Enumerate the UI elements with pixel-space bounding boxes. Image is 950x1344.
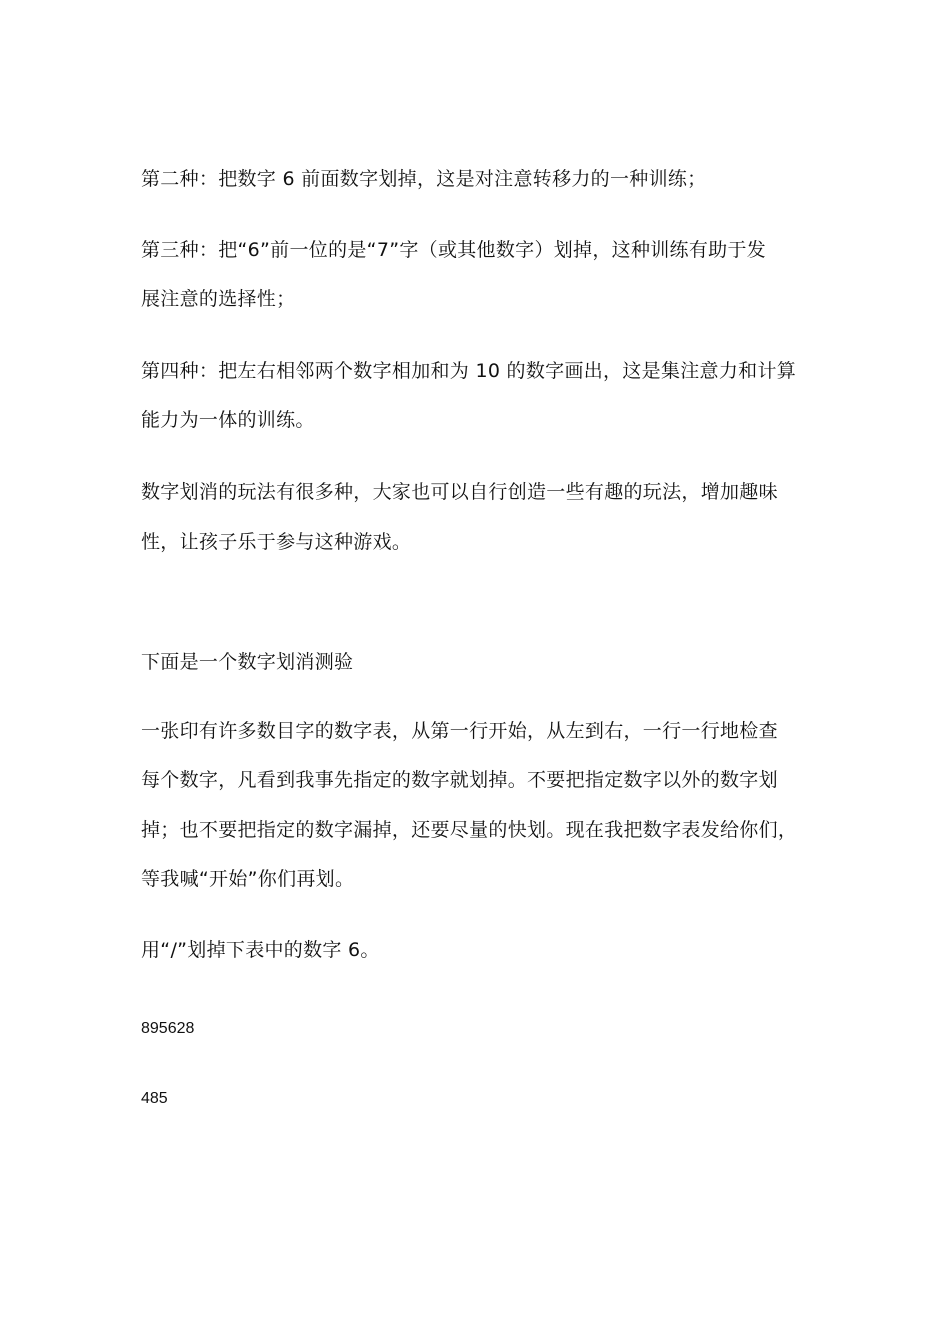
paragraph-method-two: 第二种：把数字 6 前面数字划掉，这是对注意转移力的一种训练；	[141, 168, 707, 190]
paragraph-method-four-line-2: 能力为一体的训练。	[141, 409, 315, 431]
instructions-line-2: 每个数字，凡看到我事先指定的数字就划掉。不要把指定数字以外的数字划	[141, 769, 778, 791]
paragraph-method-three-line-1: 第三种：把“6”前一位的是“7”字（或其他数字）划掉，这种训练有助于发	[141, 239, 767, 261]
number-row-1: 895628	[141, 1020, 195, 1037]
number-row-2: 485	[141, 1090, 168, 1107]
instructions-line-1: 一张印有许多数目字的数字表，从第一行开始，从左到右，一行一行地检查	[141, 720, 778, 742]
paragraph-summary-line-2: 性，让孩子乐于参与这种游戏。	[141, 531, 412, 553]
task-instruction: 用“/”划掉下表中的数字 6。	[141, 939, 380, 961]
instructions-line-4: 等我喊“开始”你们再划。	[141, 868, 355, 890]
test-heading: 下面是一个数字划消测验	[141, 651, 354, 673]
instructions-line-3: 掉；也不要把指定的数字漏掉，还要尽量的快划。现在我把数字表发给你们，	[141, 819, 798, 841]
paragraph-summary-line-1: 数字划消的玩法有很多种，大家也可以自行创造一些有趣的玩法，增加趣味	[141, 481, 778, 503]
paragraph-method-three-line-2: 展注意的选择性；	[141, 288, 296, 310]
paragraph-method-four-line-1: 第四种：把左右相邻两个数字相加和为 10 的数字画出，这是集注意力和计算	[141, 360, 797, 382]
